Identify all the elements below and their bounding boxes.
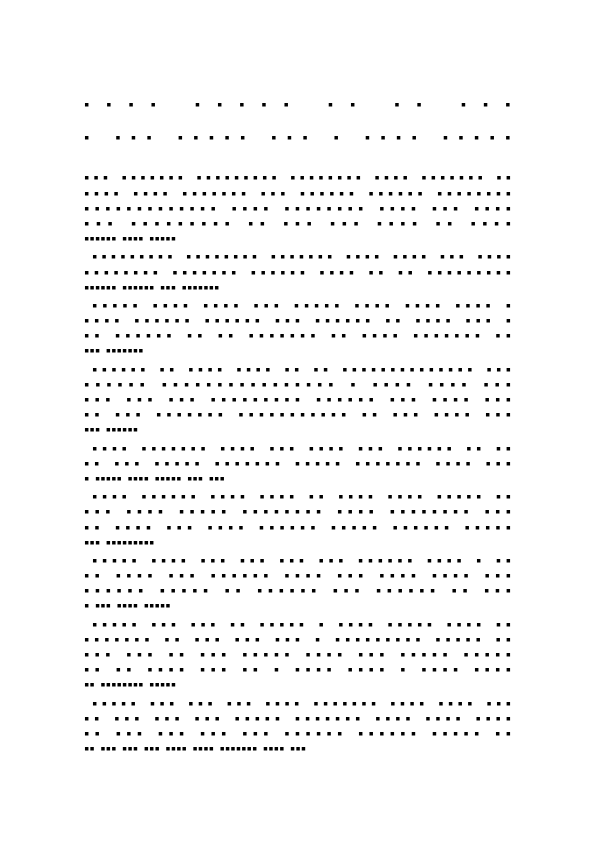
paragraph <box>84 250 511 296</box>
text-line: ▪▪ ▪▪▪ ▪▪▪ ▪▪▪ ▪▪▪▪▪ ▪▪▪▪▪▪▪ ▪▪▪▪ ▪▪▪▪ ▪▪▪▪ <box>84 713 511 724</box>
text-line: ▪▪▪▪▪▪ ▪▪▪▪▪ ▪▪ ▪▪▪▪▪▪ ▪▪▪ ▪▪▪▪▪▪ ▪▪ ▪▪▪ <box>84 586 511 597</box>
paragraph <box>84 618 511 694</box>
text-line: ▪▪ ▪▪▪▪▪▪▪▪ ▪▪▪▪▪ <box>84 680 177 691</box>
text-line: ▪ ▪▪▪▪▪ ▪▪▪▪ ▪▪▪▪▪ ▪▪▪ ▪▪▪ <box>84 473 225 484</box>
text-line: ▪▪▪ ▪▪▪▪ ▪▪▪▪▪ ▪▪▪▪▪▪▪▪ ▪▪▪▪ ▪▪▪▪▪▪▪▪ ▪▪▪ <box>84 507 511 518</box>
text-line: ▪▪▪▪▪▪ ▪▪▪▪ ▪▪▪▪▪ <box>84 234 177 245</box>
text-line: ▪▪▪▪ ▪▪▪▪▪▪ ▪▪▪▪▪▪ ▪▪▪ ▪▪▪▪▪▪ ▪▪ ▪▪▪▪ ▪▪▪ ▪ <box>84 316 511 327</box>
text-line: ▪▪▪▪▪ ▪▪▪▪ ▪▪▪▪ ▪▪▪ ▪▪▪▪▪ ▪▪▪▪ ▪▪▪▪ ▪▪▪▪ ▪ <box>92 300 511 311</box>
text-line: ▪▪▪▪▪▪▪▪▪▪▪▪▪ ▪▪▪▪ ▪▪▪▪▪▪▪▪ ▪▪▪▪ ▪▪▪ ▪▪▪▪ <box>84 203 511 214</box>
text-line: ▪▪▪ ▪▪▪▪▪▪▪▪▪ ▪▪ ▪▪▪ ▪▪▪ ▪▪▪▪ ▪▪ ▪▪▪▪ <box>84 218 511 229</box>
text-line: ▪▪▪▪▪ ▪▪▪ ▪▪▪ ▪▪▪ ▪▪▪▪ ▪▪▪▪▪▪▪ ▪▪▪▪ ▪▪▪▪ ▪▪▪ <box>92 698 511 709</box>
text-line: ▪▪▪ ▪▪▪▪▪▪ <box>84 425 139 436</box>
text-line: ▪▪▪▪▪▪ ▪▪▪▪▪▪▪▪▪▪▪▪▪▪▪▪ ▪ ▪▪▪▪ ▪▪▪▪ ▪▪▪ <box>84 379 511 390</box>
text-line: ▪▪▪▪▪▪▪▪▪ ▪▪▪▪▪▪▪▪ ▪▪▪▪▪▪▪ ▪▪▪▪ ▪▪▪▪ ▪▪▪ ▪▪▪▪ <box>92 252 511 263</box>
text-line: ▪▪▪▪ ▪▪▪▪ ▪▪▪▪▪▪▪ ▪▪▪ ▪▪▪▪▪▪ ▪▪▪▪▪▪ ▪▪▪▪▪▪▪▪ <box>84 188 511 199</box>
text-line: ▪▪▪▪▪▪▪▪ ▪▪▪▪▪▪▪ ▪▪▪▪▪▪ ▪▪▪▪ ▪▪ ▪▪ ▪▪▪▪▪▪▪▪▪ <box>84 267 511 278</box>
text-line: ▪▪▪▪ ▪▪▪▪▪▪▪ ▪▪▪▪ ▪▪▪ ▪▪▪▪ ▪▪▪ ▪▪▪▪▪▪ ▪▪ ▪▪ <box>92 443 511 454</box>
text-line: ▪▪ ▪▪▪▪ ▪▪▪ ▪▪▪▪ ▪▪▪▪▪▪ ▪▪▪▪▪ ▪▪▪▪▪▪ ▪▪▪▪▪ <box>84 522 511 533</box>
text-line: ▪▪▪▪▪▪▪ ▪▪ ▪▪▪ ▪▪▪ ▪▪▪ ▪ ▪▪▪▪▪▪▪▪▪ ▪▪▪▪▪ ▪▪ <box>84 634 511 645</box>
text-line: ▪▪ ▪▪▪ ▪▪▪▪▪▪▪ ▪▪▪▪▪▪▪▪▪▪▪ ▪▪ ▪▪▪ ▪▪▪▪ ▪▪▪ <box>84 410 511 421</box>
text-line: ▪▪ ▪▪▪ ▪▪▪ ▪▪▪ ▪▪▪ ▪▪▪▪▪▪ ▪▪▪▪▪▪ ▪▪▪▪▪ ▪▪ <box>84 728 511 739</box>
paragraph <box>84 299 511 360</box>
text-line: ▪▪ ▪▪▪ ▪▪▪ ▪▪▪ ▪▪▪▪ ▪▪▪▪ ▪▪▪▪▪▪▪ ▪▪▪▪ ▪▪▪ <box>84 744 307 755</box>
text-line: ▪▪▪ ▪▪▪▪▪▪▪ <box>84 346 144 357</box>
text-line: ▪▪ ▪▪▪▪▪▪ ▪▪ ▪▪ ▪▪▪▪▪▪▪ ▪▪ ▪▪▪▪ ▪▪▪▪▪▪▪ ▪▪ <box>84 331 511 342</box>
text-line: ▪▪ ▪▪ ▪▪▪▪ ▪▪▪ ▪▪ ▪ ▪▪▪▪ ▪▪▪▪ ▪ ▪▪▪▪ ▪▪▪▪ <box>84 665 511 676</box>
paragraph-list <box>84 171 511 757</box>
text-line: ▪▪▪▪▪▪ ▪▪ ▪▪▪▪ ▪▪▪▪ ▪▪ ▪▪ ▪▪▪▪▪▪▪▪▪▪▪▪▪▪ ▪▪▪ <box>92 364 511 375</box>
document-body <box>84 98 511 760</box>
document-title: ▪▪▪▪ ▪▪▪▪▪ ▪▪ ▪▪ ▪▪▪ <box>84 100 511 110</box>
paragraph <box>84 171 511 247</box>
text-line: ▪▪▪▪▪ ▪▪▪▪ ▪▪▪ ▪▪▪ ▪▪▪ ▪▪▪ ▪▪▪▪▪▪ ▪▪▪▪ ▪ ▪▪ <box>92 555 511 566</box>
text-line: ▪▪▪▪▪ ▪▪▪ ▪▪▪ ▪▪ ▪▪▪▪▪ ▪ ▪▪▪▪ ▪▪▪▪▪ ▪▪▪▪ ▪▪ <box>92 619 511 630</box>
text-line: ▪▪▪ ▪▪▪▪▪▪▪ ▪▪▪▪▪▪▪▪▪ ▪▪▪▪▪▪▪▪ ▪▪▪▪ ▪▪▪▪▪▪▪ ▪▪ <box>84 173 511 184</box>
text-line: ▪▪ ▪▪▪ ▪▪▪▪▪ ▪▪▪▪▪▪▪ ▪▪▪▪▪ ▪▪▪▪▪▪▪ ▪▪▪▪ ▪▪▪ <box>84 458 511 469</box>
text-line: ▪▪▪ ▪▪▪ ▪▪▪ ▪▪▪▪▪▪▪▪▪ ▪▪▪▪▪▪ ▪▪▪ ▪▪▪▪ ▪▪▪ <box>84 395 511 405</box>
paragraph <box>84 363 511 439</box>
paragraph <box>84 442 511 488</box>
text-line: ▪▪ ▪▪▪▪ ▪▪▪ ▪▪▪▪▪▪ ▪▪▪▪ ▪▪▪ ▪▪▪▪ ▪▪▪▪ ▪▪▪ <box>84 571 511 582</box>
paragraph <box>84 697 511 758</box>
paragraph <box>84 554 511 615</box>
text-line: ▪▪▪ ▪▪▪ ▪▪ ▪▪▪ ▪▪▪▪▪ ▪▪▪▪ ▪▪▪ ▪▪▪▪▪ ▪▪▪▪▪ <box>84 650 511 660</box>
paragraph <box>84 490 511 551</box>
text-line: ▪▪▪ ▪▪▪▪▪▪▪▪▪ <box>84 537 155 548</box>
text-line: ▪▪▪▪▪▪ ▪▪▪▪▪▪ ▪▪▪ ▪▪▪▪▪▪▪ <box>84 282 220 293</box>
text-line: ▪▪▪▪ ▪▪▪▪▪▪ ▪▪▪▪ ▪▪▪▪ ▪▪ ▪▪▪▪ ▪▪▪▪ ▪▪▪▪▪ ▪▪ <box>92 492 511 503</box>
document-subtitle: ▪ ▪▪▪ ▪▪▪▪▪ ▪▪▪ ▪ ▪▪▪▪ ▪▪▪▪▪ <box>84 133 511 144</box>
text-line: ▪ ▪▪▪ ▪▪▪▪ ▪▪▪▪▪ <box>84 601 171 612</box>
